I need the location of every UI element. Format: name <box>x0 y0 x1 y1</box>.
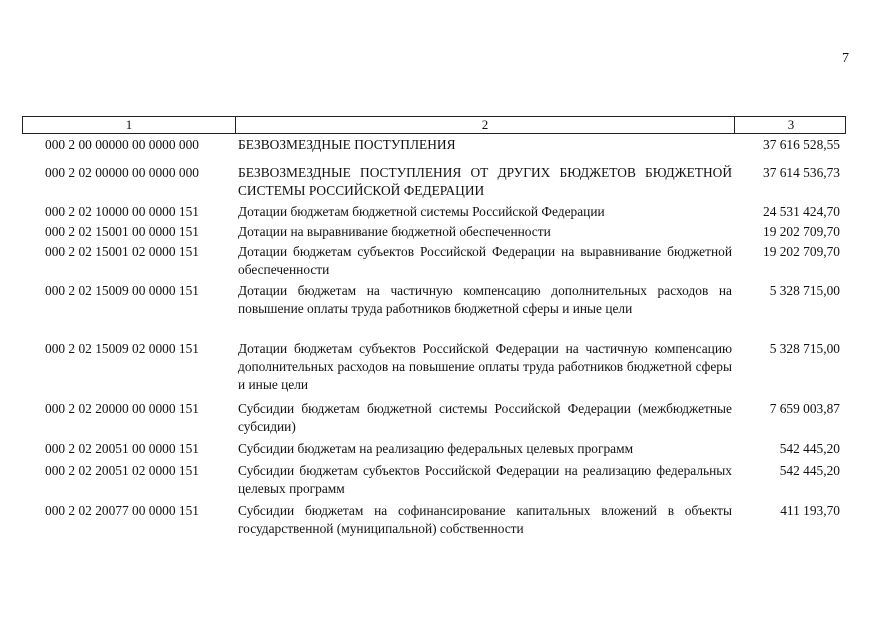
income-amount: 411 193,70 <box>780 503 840 518</box>
budget-code: 000 2 02 20051 02 0000 151 <box>45 463 199 478</box>
header-col-2: 2 <box>235 117 734 133</box>
budget-code: 000 2 02 20077 00 0000 151 <box>45 503 199 518</box>
budget-code: 000 2 02 15001 02 0000 151 <box>45 244 199 259</box>
income-name: Дотации бюджетам на частичную компенсацию дополнительных расходов на повышение оплаты труда работников бюджетной сферы и иные цели <box>238 283 732 316</box>
income-amount: 542 445,20 <box>779 441 840 456</box>
income-name: Дотации бюджетам бюджетной системы Российской Федерации <box>238 204 605 219</box>
income-amount: 37 614 536,73 <box>763 165 840 180</box>
income-amount: 5 328 715,00 <box>769 283 840 298</box>
income-name: Субсидии бюджетам бюджетной системы Российской Федерации (межбюджетные субсидии) <box>238 401 732 434</box>
budget-code: 000 2 00 00000 00 0000 000 <box>45 137 199 152</box>
budget-code: 000 2 02 15001 00 0000 151 <box>45 224 199 239</box>
income-name: Субсидии бюджетам на софинансирование капитальных вложений в объекты государственной (муниципальной) собственности <box>238 503 732 536</box>
budget-code: 000 2 02 20051 00 0000 151 <box>45 441 199 456</box>
income-name: Дотации бюджетам субъектов Российской Федерации на частичную компенсацию дополнительных расходов на повышение оплаты труда работников бюджетной сферы и иные цели <box>238 341 732 392</box>
income-name: Субсидии бюджетам на реализацию федеральных целевых программ <box>238 441 634 456</box>
income-amount: 5 328 715,00 <box>769 341 840 356</box>
page-number: 7 <box>842 51 849 66</box>
budget-code: 000 2 02 00000 00 0000 000 <box>45 165 199 180</box>
header-col-3: 3 <box>734 117 847 133</box>
budget-code: 000 2 02 15009 00 0000 151 <box>45 283 199 298</box>
table-header-row <box>22 116 846 134</box>
income-amount: 24 531 424,70 <box>763 204 840 219</box>
income-amount: 37 616 528,55 <box>763 137 840 152</box>
header-col-1: 1 <box>125 117 133 132</box>
budget-code: 000 2 02 20000 00 0000 151 <box>45 401 199 416</box>
budget-code: 000 2 02 15009 02 0000 151 <box>45 341 199 356</box>
income-name: БЕЗВОЗМЕЗДНЫЕ ПОСТУПЛЕНИЯ ОТ ДРУГИХ БЮДЖЕТОВ БЮДЖЕТНОЙ СИСТЕМЫ РОССИЙСКОЙ ФЕДЕРАЦИИ <box>238 165 732 198</box>
income-name: Дотации на выравнивание бюджетной обеспеченности <box>238 224 551 239</box>
income-amount: 542 445,20 <box>779 463 840 478</box>
income-amount: 19 202 709,70 <box>763 244 840 259</box>
income-name: Дотации бюджетам субъектов Российской Федерации на выравнивание бюджетной обеспеченности <box>238 244 732 277</box>
income-name: Субсидии бюджетам субъектов Российской Федерации на реализацию федеральных целевых программ <box>238 463 732 496</box>
income-amount: 19 202 709,70 <box>763 224 840 239</box>
income-amount: 7 659 003,87 <box>769 401 840 416</box>
revenue-table <box>22 116 846 536</box>
budget-code: 000 2 02 10000 00 0000 151 <box>45 204 199 219</box>
income-name: БЕЗВОЗМЕЗДНЫЕ ПОСТУПЛЕНИЯ <box>238 137 456 152</box>
